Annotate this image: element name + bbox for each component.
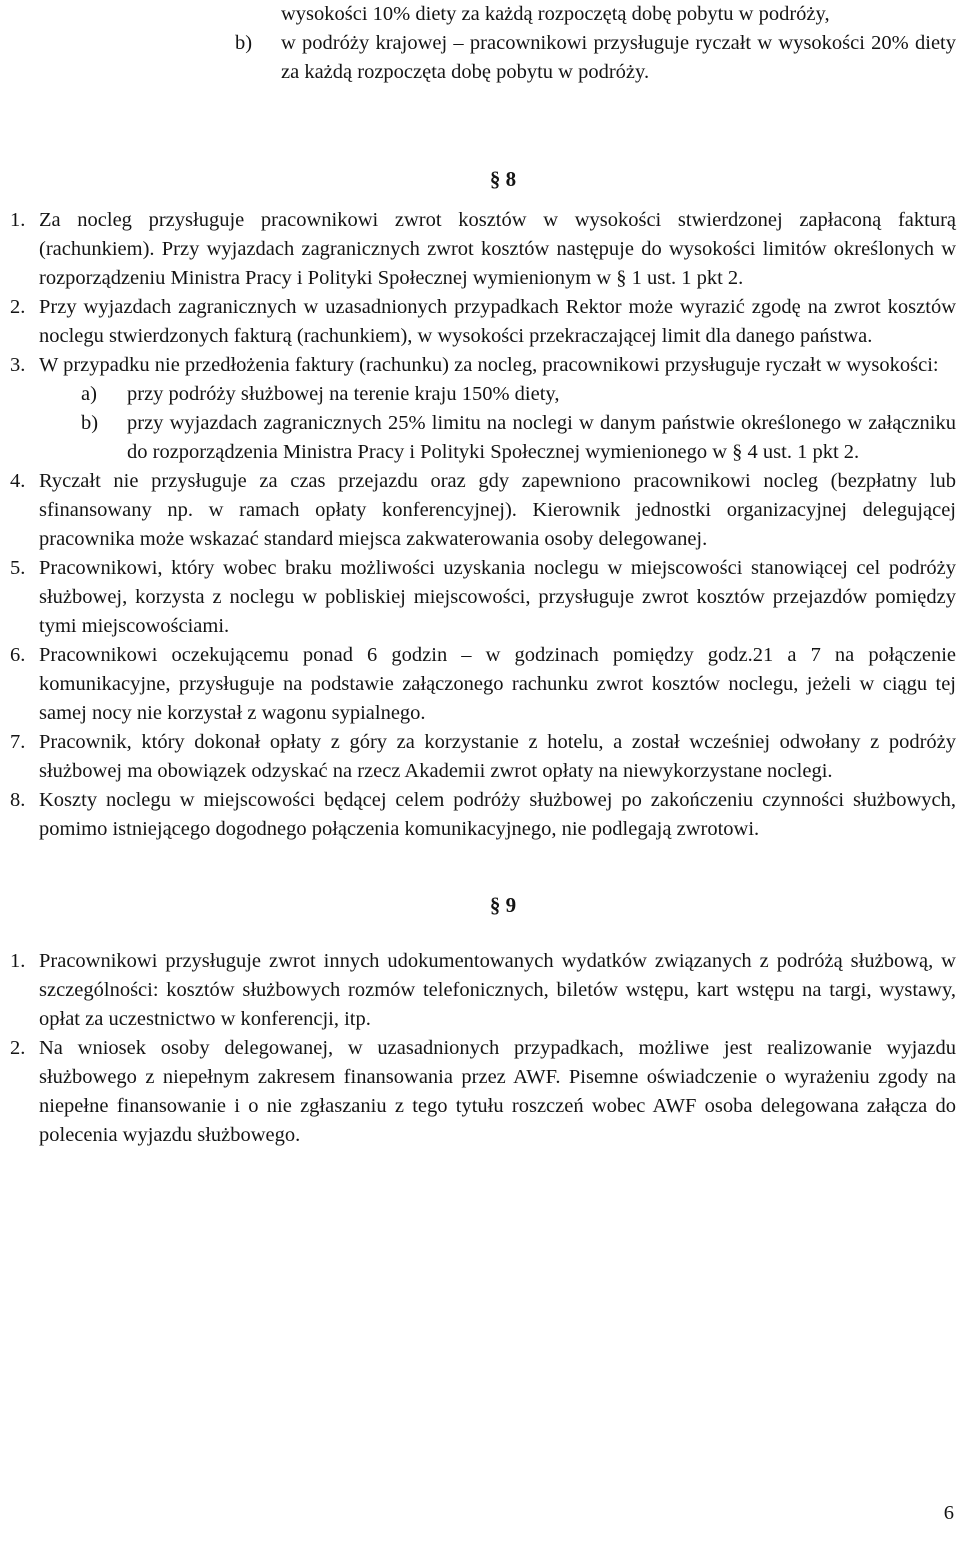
section-9-list <box>10 947 956 1150</box>
section-heading: § 8 <box>489 167 517 191</box>
item-number: 1. <box>10 209 26 231</box>
document-page <box>10 0 956 1150</box>
page-number: 6 <box>943 1502 954 1524</box>
list-item <box>10 728 956 786</box>
item-text: wysokości 10% diety za każdą rozpoczętą dobę pobytu w podróży, <box>281 3 830 25</box>
sub-item-number: a) <box>81 383 97 405</box>
section-8-list <box>10 206 956 844</box>
sub-item <box>39 380 956 409</box>
sub-item-number: b) <box>81 412 99 434</box>
list-item <box>10 554 956 641</box>
list-item <box>10 1034 956 1150</box>
sub-item-text: przy podróży służbowej na terenie kraju 150% diety, <box>127 383 560 405</box>
item-text: Koszty noclegu w miejscowości będącej celem podróży służbowej po zakończeniu czynności służbowych, pomimo istniejącego dogodnego połączenia komunikacyjnego, nie podlegają zwrotowi. <box>39 789 956 840</box>
list-item <box>10 293 956 351</box>
item-number: 5. <box>10 557 26 579</box>
item-text: Pracownik, który dokonał opłaty z góry za korzystanie z hotelu, a został wcześniej odwołany z podróży służbowej ma obowiązek odzyskać na rzecz Akademii zwrot opłaty na niewykorzystane noclegi. <box>39 731 956 782</box>
item-text: Za nocleg przysługuje pracownikowi zwrot kosztów w wysokości stwierdzonej zapłaconą fakturą (rachunkiem). Przy wyjazdach zagranicznych zwrot kosztów następuje do wysokości limitów określonych w rozporządzeniu Ministra Pracy i Polityki Społecznej wymienionym w § 1 ust. 1 pkt 2. <box>39 209 956 289</box>
item-text: Pracownikowi, który wobec braku możliwości uzyskania noclegu w miejscowości stanowiącej cel podróży służbowej, korzysta z noclegu w pobliskiej miejscowości, przysługuje zwrot kosztów przejazdów pomiędzy tymi miejscowościami. <box>39 557 956 637</box>
list-item <box>10 351 956 467</box>
sub-item <box>39 409 956 467</box>
item-number: 2. <box>10 1037 26 1059</box>
list-item <box>10 947 956 1034</box>
item-number: 8. <box>10 789 26 811</box>
item-number: 4. <box>10 470 26 492</box>
item-text: Pracownikowi oczekującemu ponad 6 godzin – w godzinach pomiędzy godz.21 a 7 na połączenie komunikacyjne, przysługuje na podstawie załączonego rachunku zwrot kosztów noclegu, jeżeli w ciągu tej samej nocy nie korzystał z wagonu sypialnego. <box>39 644 956 724</box>
list-item <box>10 641 956 728</box>
section-heading: § 9 <box>489 893 517 917</box>
top-continuation <box>10 0 956 87</box>
list-item <box>10 467 956 554</box>
item-text: Na wniosek osoby delegowanej, w uzasadnionych przypadkach, możliwe jest realizowanie wyjazdu służbowego z niepełnym zakresem finansowania przez AWF. Pisemne oświadczenie o wyrażeniu zgody na niepełne finansowanie i o nie zgłaszaniu z tego tytułu roszczeń wobec AWF osoba delegowana załącza do polecenia wyjazdu służbowego. <box>39 1037 956 1146</box>
list-item <box>10 786 956 844</box>
item-number: 2. <box>10 296 26 318</box>
item-text: w podróży krajowej – pracownikowi przysługuje ryczałt w wysokości 20% diety za każdą rozpoczęta dobę pobytu w podróży. <box>281 32 956 83</box>
item-number: 6. <box>10 644 26 666</box>
list-item <box>10 206 956 293</box>
sub-item-text: przy wyjazdach zagranicznych 25% limitu na noclegi w danym państwie określonego w załączniku do rozporządzenia Ministra Pracy i Polityki Społecznej wymienionego w § 4 ust. 1 pkt 2. <box>127 412 956 463</box>
item-text: Pracownikowi przysługuje zwrot innych udokumentowanych wydatków związanych z podróżą służbową, w szczególności: kosztów służbowych rozmów telefonicznych, biletów wstępu, kart wstępu na targi, wystawy, opłat za uczestnictwo w konferencji, itp. <box>39 950 956 1030</box>
item-number: 7. <box>10 731 26 753</box>
item-text: Przy wyjazdach zagranicznych w uzasadnionych przypadkach Rektor może wyrazić zgodę na zwrot kosztów noclegu stwierdzonych fakturą (rachunkiem), w wysokości przekraczającej limit dla danego państwa. <box>39 296 956 347</box>
item-number: 3. <box>10 354 26 376</box>
item-number: 1. <box>10 950 26 972</box>
item-text: W przypadku nie przedłożenia faktury (rachunku) za nocleg, pracownikowi przysługuje ryczałt w wysokości: <box>39 354 939 376</box>
item-number: b) <box>235 32 253 54</box>
list-item <box>10 0 956 29</box>
item-text: Ryczałt nie przysługuje za czas przejazdu oraz gdy zapewniono pracownikowi nocleg (bezpłatny lub sfinansowany np. w ramach opłaty konferencyjnej). Kierownik jednostki organizacyjnej delegującej pracownika może wskazać standard miejsca zakwaterowania osoby delegowanej. <box>39 470 956 550</box>
list-item <box>10 29 956 87</box>
